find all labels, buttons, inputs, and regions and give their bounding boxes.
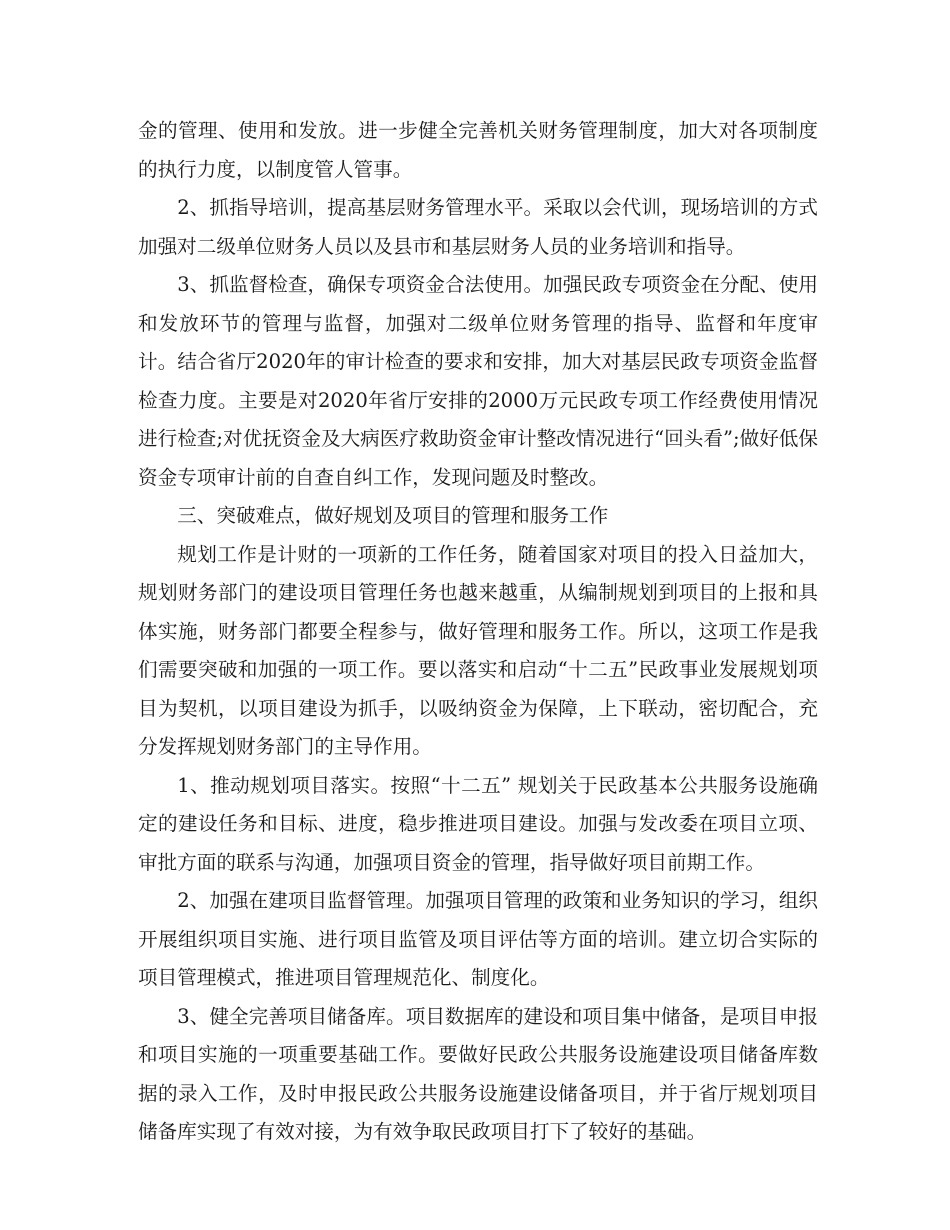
paragraph-item-3-project-reserve: 3、健全完善项目储备库。项目数据库的建设和项目集中储备，是项目申报和项目实施的一项重要基础工作。要做好民政公共服务设施建设项目储备库数据的录入工作，及时申报民政公共服务设施建设储备项目，并于省厅规划项目储备库实现了有效对接，为有效争取民政项目打下了较好的基础。: [138, 1004, 818, 1143]
document-body: [138, 112, 818, 1152]
paragraph-item-3-supervision: 3、抓监督检查，确保专项资金合法使用。加强民政专项资金在分配、使用和发放环节的管理与监督，加强对二级单位财务管理的指导、监督和年度审计。结合省厅2020年的审计检查的要求和安排，加大对基层民政专项资金监督检查力度。主要是对2020年省厅安排的2000万元民政专项工作经费使用情况进行检查;对优抚资金及大病医疗救助资金审计整改情况进行“回头看”;做好低保资金专项审计前的自查自纠工作，发现问题及时整改。: [138, 273, 818, 489]
paragraph-item-1-planning: 1、推动规划项目落实。按照“十二五” 规划关于民政基本公共服务设施确定的建设任务和目标、进度，稳步推进项目建设。加强与发改委在项目立项、审批方面的联系与沟通，加强项目资金的管理，指导做好项目前期工作。: [138, 773, 818, 874]
section-heading-3: 三、突破难点，做好规划及项目的管理和服务工作: [177, 504, 609, 527]
paragraph-item-2-project-supervision: 2、加强在建项目监督管理。加强项目管理的政策和业务知识的学习，组织开展组织项目实施、进行项目监管及项目评估等方面的培训。建立切合实际的项目管理模式，推进项目管理规范化、制度化。: [138, 889, 818, 989]
paragraph-item-2-training: 2、抓指导培训，提高基层财务管理水平。采取以会代训，现场培训的方式加强对二级单位财务人员以及县市和基层财务人员的业务培训和指导。: [138, 196, 818, 258]
paragraph-planning-intro: 规划工作是计财的一项新的工作任务，随着国家对项目的投入日益加大，规划财务部门的建设项目管理任务也越来越重，从编制规划到项目的上报和具体实施，财务部门都要全程参与，做好管理和服务工作。所以，这项工作是我们需要突破和加强的一项工作。要以落实和启动“十二五”民政事业发展规划项目为契机，以项目建设为抓手，以吸纳资金为保障，上下联动，密切配合，充分发挥规划财务部门的主导作用。: [138, 542, 818, 758]
paragraph-continuation: 金的管理、使用和发放。进一步健全完善机关财务管理制度，加大对各项制度的执行力度，以制度管人管事。: [138, 119, 818, 181]
